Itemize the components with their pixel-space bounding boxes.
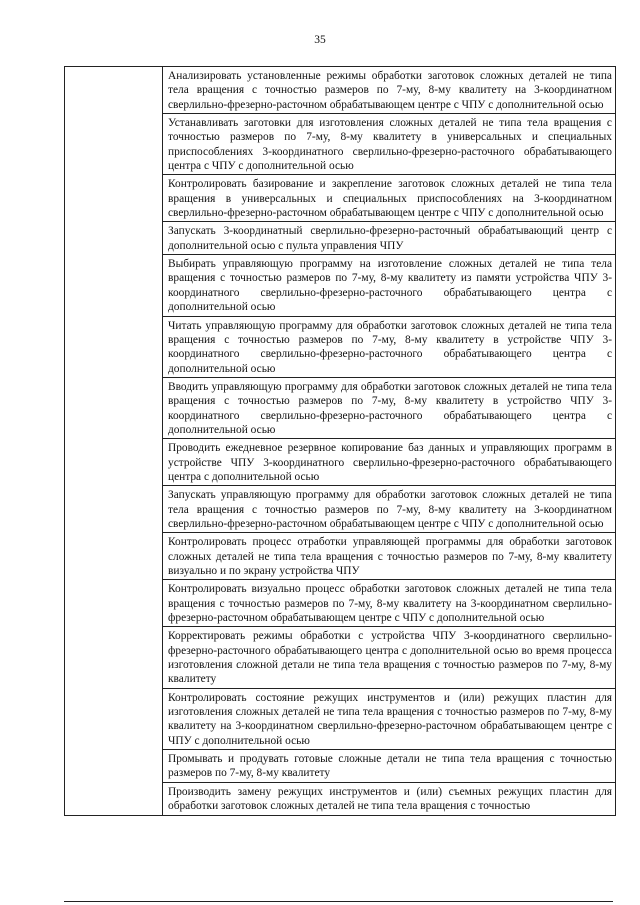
table-cell <box>163 67 616 114</box>
labor-action-text: Читать управляющую программу для обработки заготовок сложных деталей не типа тела вращения с точностью размеров по 7-му, 8-му квалитету в устройстве ЧПУ 3-координатного сверлильно-фрезерно-расточного обрабатывающего центра с дополнительной осью <box>168 319 612 375</box>
labor-actions-table <box>64 66 616 816</box>
table-cell <box>163 688 616 749</box>
table-cell <box>163 316 616 377</box>
table-row <box>65 67 616 114</box>
table-cell <box>163 580 616 627</box>
table-cell <box>163 627 616 688</box>
labor-action-text: Контролировать процесс отработки управляющей программы для обработки заготовок сложных деталей не типа тела вращения с точностью размеров по 7-му, 8-му квалитету визуально и по экрану устройства ЧПУ <box>168 536 612 577</box>
page-number: 35 <box>314 34 326 46</box>
labor-action-text: Проводить ежедневное резервное копирование баз данных и управляющих программ в устройстве ЧПУ 3-координатного сверлильно-фрезерно-расточного обрабатывающего центра с дополнительной осью <box>168 442 612 483</box>
labor-action-text: Контролировать визуально процесс обработки заготовок сложных деталей не типа тела вращения с точностью размеров по 7-му, 8-му квалитету на 3-координатном сверлильно-фрезерно-расточном обрабатывающем центре с ЧПУ с дополнительной осью <box>168 583 612 625</box>
labor-action-text: Контролировать базирование и закрепление заготовок сложных деталей не типа тела вращения в универсальных и специальных приспособлениях на 3-координатном сверлильно-фрезерно-расточном обрабатывающем центре с ЧПУ с дополнительной осью <box>168 178 612 220</box>
table-cell <box>163 114 616 175</box>
labor-action-text: Устанавливать заготовки для изготовления сложных деталей не типа тела вращения с точностью размеров по 7-му, 8-му квалитету в универсальных и специальных приспособлениях 3-координатного сверлильно-фрезерно-расточного обрабатывающего центра с ЧПУ с дополнительной осью <box>168 117 612 173</box>
page-bottom-rule <box>64 901 613 902</box>
table-cell <box>163 533 616 580</box>
labor-action-text: Корректировать режимы обработки с устройства ЧПУ 3-координатного сверлильно-фрезерно-расточного обрабатывающего центра с дополнительной осью во время процесса изготовления сложной детали не типа тела вращения с точностью размеров по 7-му, 8-му квалитету <box>168 630 612 686</box>
table-cell <box>163 486 616 533</box>
table-cell <box>163 750 616 783</box>
table-cell <box>163 377 616 438</box>
table-cell <box>163 439 616 486</box>
table-cell <box>163 222 616 255</box>
labor-action-text: Вводить управляющую программу для обработки заготовок сложных деталей не типа тела вращения с точностью размеров по 7-му, 8-му квалитету в устройство ЧПУ 3-координатного сверлильно-фрезерно-расточного обрабатывающего центра с дополнительной осью <box>168 380 612 436</box>
table-cell <box>163 782 616 815</box>
table-cell <box>163 175 616 222</box>
labor-action-text: Производить замену режущих инструментов и (или) съемных режущих пластин для обработки заготовок сложных деталей не типа тела вращения с точностью <box>168 785 612 813</box>
labor-action-text: Анализировать установленные режимы обработки заготовок сложных деталей не типа тела вращения с точностью размеров по 7-му, 8-му квалитету на 3-координатном сверлильно-фрезерно-расточном обрабатывающем центре с ЧПУ с дополнительной осью <box>168 70 612 111</box>
labor-action-text: Запускать 3-координатный сверлильно-фрезерно-расточный обрабатывающий центр с дополнительной осью с пульта управления ЧПУ <box>168 225 612 252</box>
table-left-column <box>65 67 163 816</box>
table-cell <box>163 255 616 316</box>
labor-action-text: Выбирать управляющую программу на изготовление сложных деталей не типа тела вращения с точностью размеров по 7-му, 8-му квалитету из памяти устройства ЧПУ 3-координатного сверлильно-фрезерно-расточного обрабатывающего центра с дополнительной осью <box>168 258 612 314</box>
labor-action-text: Запускать управляющую программу для обработки заготовок сложных деталей не типа тела вращения с точностью размеров по 7-му, 8-му квалитету на 3-координатном сверлильно-фрезерно-расточном обрабатывающем центре с ЧПУ с дополнительной осью <box>168 489 612 530</box>
labor-action-text: Контролировать состояние режущих инструментов и (или) режущих пластин для изготовления сложных деталей не типа тела вращения с точностью размеров по 7-му, 8-му квалитету на 3-координатном сверлильно-фрезерно-расточном обрабатывающем центре с ЧПУ с дополнительной осью <box>168 691 612 747</box>
labor-action-text: Промывать и продувать готовые сложные детали не типа тела вращения с точностью размеров по 7-му, 8-му квалитету <box>168 753 612 780</box>
